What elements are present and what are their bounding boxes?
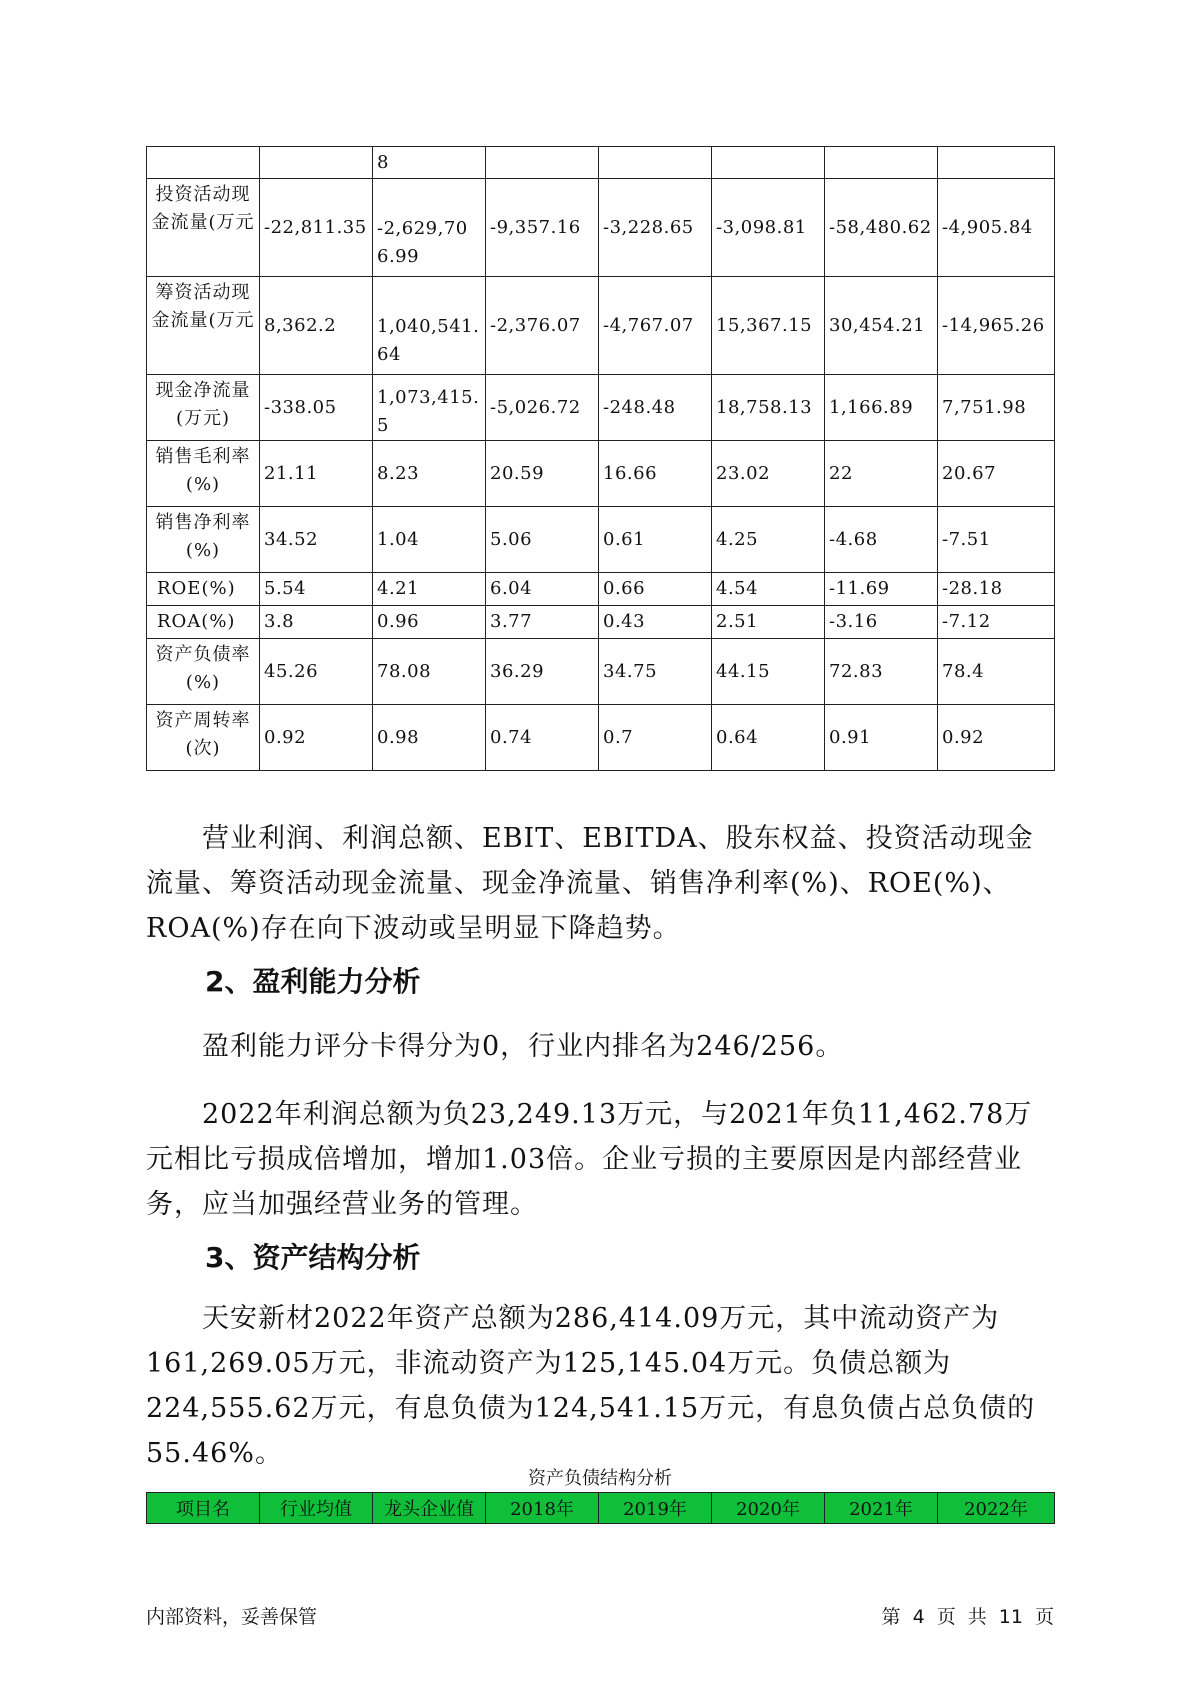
- table-cell: 72.83: [825, 639, 938, 705]
- table-cell: 8,362.2: [260, 277, 373, 375]
- table-cell: 16.66: [599, 441, 712, 507]
- table-cell: 6.04: [486, 573, 599, 606]
- table-cell: -14,965.26: [938, 277, 1055, 375]
- table-cell: 3.8: [260, 606, 373, 639]
- table-cell: 20.67: [938, 441, 1055, 507]
- table-cell: -3.16: [825, 606, 938, 639]
- profit-analysis-paragraph: 2022年利润总额为负23,249.13万元，与2021年负11,462.78万元相比亏损成倍增加，增加1.03倍。企业亏损的主要原因是内部经营业务，应当加强经营业务的管理。: [146, 1099, 1033, 1220]
- table-cell: -7.51: [938, 507, 1055, 573]
- table-row: [147, 606, 1055, 639]
- table-cell: 4.21: [373, 573, 486, 606]
- table-cell: 34.75: [599, 639, 712, 705]
- table-cell: 22: [825, 441, 938, 507]
- table-cell: 0.98: [373, 705, 486, 771]
- section-heading-profitability: 2、盈利能力分析: [205, 965, 421, 998]
- table-row: [147, 507, 1055, 573]
- table-cell: 5.06: [486, 507, 599, 573]
- table-cell: 2.51: [712, 606, 825, 639]
- table-cell: -2,376.07: [486, 277, 599, 375]
- table-row: [147, 375, 1055, 441]
- table-cell: 1.04: [373, 507, 486, 573]
- asset-structure-paragraph: 天安新材2022年资产总额为286,414.09万元，其中流动资产为161,269.05万元，非流动资产为125,145.04万元。负债总额为224,555.62万元，有息负债为124,541.15万元，有息负债占总负债的55.46%。: [146, 1303, 1036, 1469]
- table-cell: 0.66: [599, 573, 712, 606]
- profitability-score-paragraph: 盈利能力评分卡得分为0，行业内排名为246/256。: [202, 1031, 844, 1062]
- row-label: 资产负债率(%): [147, 639, 260, 705]
- table-cell: 8: [373, 147, 486, 179]
- table-cell: -7.12: [938, 606, 1055, 639]
- table-row: [147, 147, 1055, 179]
- table-cell: -28.18: [938, 573, 1055, 606]
- row-label: [147, 147, 260, 179]
- financial-metrics-table: [146, 146, 1055, 771]
- table-cell: 0.74: [486, 705, 599, 771]
- table-cell: 44.15: [712, 639, 825, 705]
- table-cell: -4,767.07: [599, 277, 712, 375]
- table-cell: -4,905.84: [938, 179, 1055, 277]
- table-cell: [938, 147, 1055, 179]
- table-cell: 34.52: [260, 507, 373, 573]
- table-cell: 5.54: [260, 573, 373, 606]
- column-header: 行业均值: [260, 1493, 373, 1524]
- table-cell: 0.91: [825, 705, 938, 771]
- row-label: 销售净利率(%): [147, 507, 260, 573]
- table-cell: 7,751.98: [938, 375, 1055, 441]
- footer-page-number: 第 4 页 共 11 页: [881, 1606, 1054, 1628]
- table-cell: 21.11: [260, 441, 373, 507]
- table-row: [147, 573, 1055, 606]
- table-cell: 15,367.15: [712, 277, 825, 375]
- row-label: 资产周转率(次): [147, 705, 260, 771]
- section-heading-asset-structure: 3、资产结构分析: [205, 1241, 421, 1274]
- table-cell: 0.61: [599, 507, 712, 573]
- table-cell: -248.48: [599, 375, 712, 441]
- table-cell: [712, 147, 825, 179]
- table-cell: 1,073,415.5: [373, 375, 486, 441]
- table-cell: 0.92: [260, 705, 373, 771]
- table-cell: 8.23: [373, 441, 486, 507]
- table-cell: 45.26: [260, 639, 373, 705]
- table-cell: 0.92: [938, 705, 1055, 771]
- table-cell: -2,629,706.99: [373, 179, 486, 277]
- row-label: 筹资活动现金流量(万元: [147, 277, 260, 375]
- column-header: 2019年: [599, 1493, 712, 1524]
- table-cell: 3.77: [486, 606, 599, 639]
- table-cell: 4.25: [712, 507, 825, 573]
- table-cell: 23.02: [712, 441, 825, 507]
- table-row: [147, 441, 1055, 507]
- table-title: 资产负债结构分析: [528, 1468, 672, 1489]
- table-row: [147, 277, 1055, 375]
- table-row: [147, 179, 1055, 277]
- table-cell: 18,758.13: [712, 375, 825, 441]
- balance-structure-table: [146, 1492, 1055, 1524]
- table-cell: [260, 147, 373, 179]
- table-cell: -11.69: [825, 573, 938, 606]
- row-label: ROE(%): [147, 573, 260, 606]
- table-cell: -3,228.65: [599, 179, 712, 277]
- column-header: 龙头企业值: [373, 1493, 486, 1524]
- table-cell: -58,480.62: [825, 179, 938, 277]
- column-header: 项目名: [147, 1493, 260, 1524]
- table-cell: [599, 147, 712, 179]
- table-cell: 4.54: [712, 573, 825, 606]
- table-row: [147, 705, 1055, 771]
- table-cell: 78.08: [373, 639, 486, 705]
- row-label: 销售毛利率(%): [147, 441, 260, 507]
- table-cell: [486, 147, 599, 179]
- table-cell: -4.68: [825, 507, 938, 573]
- table-cell: -9,357.16: [486, 179, 599, 277]
- row-label: ROA(%): [147, 606, 260, 639]
- table-cell: 0.64: [712, 705, 825, 771]
- table-cell: 1,166.89: [825, 375, 938, 441]
- table-cell: 1,040,541.64: [373, 277, 486, 375]
- table-cell: 0.96: [373, 606, 486, 639]
- column-header: 2022年: [938, 1493, 1055, 1524]
- column-header: 2021年: [825, 1493, 938, 1524]
- table-cell: -22,811.35: [260, 179, 373, 277]
- table-cell: 0.7: [599, 705, 712, 771]
- column-header: 2018年: [486, 1493, 599, 1524]
- table-cell: 0.43: [599, 606, 712, 639]
- summary-paragraph: 营业利润、利润总额、EBIT、EBITDA、股东权益、投资活动现金流量、筹资活动现金流量、现金净流量、销售净利率(%)、ROE(%)、ROA(%)存在向下波动或呈明显下降趋势。: [146, 823, 1034, 944]
- table-row: [147, 639, 1055, 705]
- table-cell: 30,454.21: [825, 277, 938, 375]
- table-cell: -5,026.72: [486, 375, 599, 441]
- footer-confidential-note: 内部资料，妥善保管: [146, 1606, 318, 1628]
- table-cell: -3,098.81: [712, 179, 825, 277]
- table-cell: -338.05: [260, 375, 373, 441]
- table-header-row: [147, 1493, 1055, 1524]
- row-label: 现金净流量(万元): [147, 375, 260, 441]
- table-cell: 36.29: [486, 639, 599, 705]
- table-cell: [825, 147, 938, 179]
- column-header: 2020年: [712, 1493, 825, 1524]
- table-cell: 20.59: [486, 441, 599, 507]
- table-cell: 78.4: [938, 639, 1055, 705]
- row-label: 投资活动现金流量(万元: [147, 179, 260, 277]
